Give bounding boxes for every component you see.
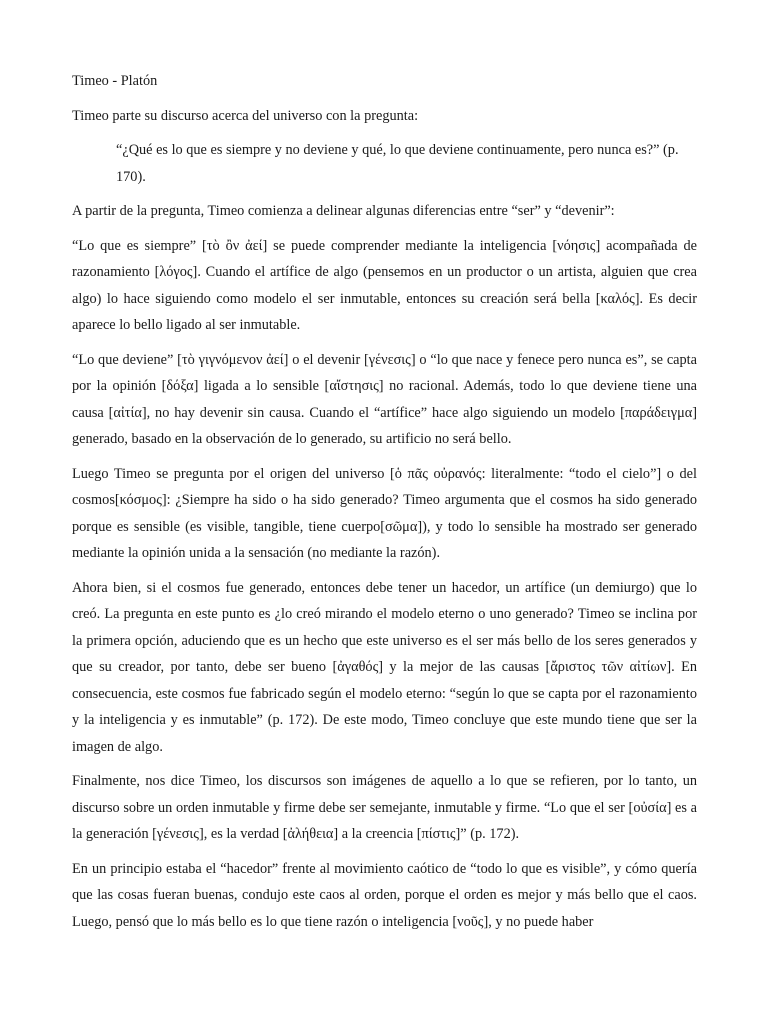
paragraph-being: “Lo que es siempre” [τὸ ὂν ἀεί] se puede comprender mediante la inteligencia [νόησις] acompañada de razonamiento [λόγος]. Cuando el artífice de algo (pensemos en un productor o un artista, alguien que crea algo) lo hace siguiendo como modelo el ser inmutable, entonces su creación será bella [καλός]. Es decir aparece lo bello ligado al ser inmutable. [72, 237, 697, 333]
paragraph-maker: En un principio estaba el “hacedor” frente al movimiento caótico de “todo lo que es visible”, y cómo quería que las cosas fueran buenas, condujo este caos al orden, porque el orden es mejor y más bello que el caos. Luego, pensó que lo más bello es lo que tiene razón o inteligencia [νοῦς], y no puede haber [72, 860, 697, 930]
paragraph-becoming: “Lo que deviene” [τὸ γιγνόμενον ἀεί] o el devenir [γένεσις] o “lo que nace y fenece pero nunca es”, se capta por la opinión [δόξα] ligada a lo sensible [αἴστησις] no racional. Además, todo lo que deviene tiene una causa [αἰτία], no hay devenir sin causa. Cuando el “artífice” hace algo siguiendo un modelo [παράδειγμα] generado, basado en la observación de lo generado, su artificio no será bello. [72, 351, 697, 447]
paragraph-demiurge: Ahora bien, si el cosmos fue generado, entonces debe tener un hacedor, un artífice (un demiurgo) que lo creó. La pregunta en este punto es ¿lo creó mirando el modelo eterno o uno generado? Timeo se inclina por la primera opción, aduciendo que es un hecho que este universo es el ser más bello de los seres generados y que su creador, por tanto, debe ser bueno [ἀγαθός] y la mejor de las causas [ἄριστος τῶν αἰτίων]. En consecuencia, este cosmos fue fabricado según el modelo eterno: “según lo que se capta por el razonamiento y la inteligencia y es inmutable” (p. 172). De este modo, Timeo concluye que este mundo tiene que ser la imagen de algo. [72, 579, 697, 755]
paragraph-origin: Luego Timeo se pregunta por el origen del universo [ὁ πᾶς οὐρανός: literalmente: “todo el cielo”] o del cosmos[κόσμος]: ¿Siempre ha sido o ha sido generado? Timeo argumenta que el cosmos ha sido generado porque es sensible (es visible, tangible, tiene cuerpo[σῶμα]), y todo lo sensible ha mostrado ser generado mediante la opinión unida a la sensación (no mediante la razón). [72, 465, 697, 561]
paragraph-intro: Timeo parte su discurso acerca del universo con la pregunta: [72, 107, 419, 124]
paragraph-discourses: Finalmente, nos dice Timeo, los discursos son imágenes de aquello a lo que se refieren, por lo tanto, un discurso sobre un orden inmutable y firme debe ser semejante, inmutable y firme. “Lo que el ser [οὐσία] es a la generación [γένεσις], es la verdad [ἀλήθεια] a la creencia [πίστις]” (p. 172). [72, 773, 697, 842]
paragraph-differences: A partir de la pregunta, Timeo comienza a delinear algunas diferencias entre “ser” y “devenir”: [72, 203, 615, 219]
document-page [72, 68, 697, 943]
quote-paragraph: “¿Qué es lo que es siempre y no deviene y qué, lo que deviene continuamente, pero nunca es?” (p. 170). [116, 142, 679, 185]
document-title: Timeo - Platón [72, 73, 158, 89]
